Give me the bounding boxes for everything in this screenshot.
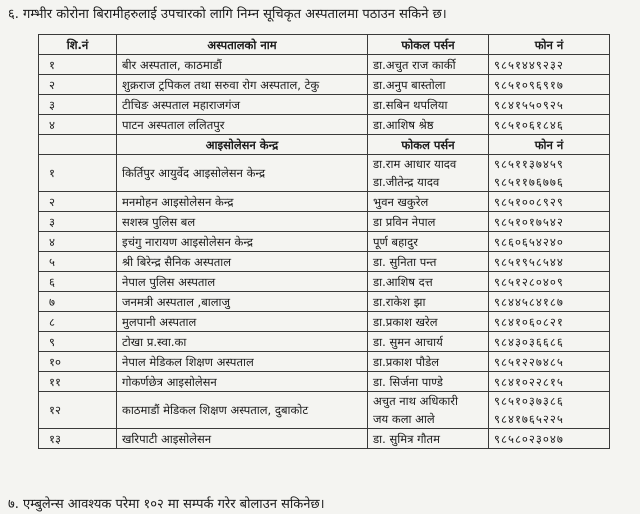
focal-person: डा.आशिष श्रेष्ठ (368, 115, 489, 135)
focal-person-name: डा. सुनिता पन्त (373, 254, 437, 269)
hospital-table (38, 34, 610, 449)
table-row (39, 372, 610, 392)
table-row (39, 232, 610, 252)
section-heading: ६. गम्भीर कोरोना बिरामीहरुलाई उपचारको लागि निम्न सूचिकृत अस्पतालमा पठाउन सकिने छ। (8, 7, 447, 22)
serial-number: १२ (39, 392, 117, 429)
serial-number: ८ (39, 312, 117, 332)
serial-number: ३ (39, 95, 117, 115)
table-row (39, 392, 610, 429)
phone-number (489, 272, 610, 292)
phone-number (489, 232, 610, 252)
table-row (39, 332, 610, 352)
table-row (39, 352, 610, 372)
ambulance-note: ७. एम्बुलेन्स आवश्यक परेमा १०२ मा सम्पर्क गरेर बोलाउन सकिनेछ। (8, 497, 325, 512)
isolation-center-name: मुलपानी अस्पताल (117, 312, 368, 332)
focal-person-name: डा प्रविन नेपाल (373, 214, 436, 229)
isolation-center-name: नेपाल मेडिकल शिक्षण अस्पताल (117, 352, 368, 372)
focal-person: डा.अचुत राज कार्की (368, 55, 489, 75)
table-header-row (39, 135, 610, 155)
isolation-center-name: श्री बिरेन्द्र सैनिक अस्पताल (117, 252, 368, 272)
isolation-center-name: मनमोहन आइसोलेसन केन्द्र (117, 192, 368, 212)
table-row (39, 192, 610, 212)
serial-number: १ (39, 55, 117, 75)
focal-person-name: डा. सुमित्र गौतम (373, 431, 440, 446)
focal-person (368, 252, 489, 272)
phone-number: ९८५१०९६९१७ (489, 75, 610, 95)
phone-number (489, 155, 610, 192)
table-row (39, 115, 610, 135)
phone-number-value: ९८५१००८९२९ (494, 194, 564, 209)
isolation-center-name: नेपाल पुलिस अस्पताल (117, 272, 368, 292)
focal-person (368, 392, 489, 429)
column-header: अस्पतालको नाम (117, 35, 368, 55)
focal-person-name: डा. सिर्जना पाण्डे (373, 374, 443, 389)
table-row (39, 95, 610, 115)
focal-person-name: डा.राकेश झा (373, 294, 426, 309)
column-header: फोकल पर्सन (368, 135, 489, 155)
table-row (39, 292, 610, 312)
hospital-name: पाटन अस्पताल ललितपुर (117, 115, 368, 135)
phone-number (489, 332, 610, 352)
phone-number-value: ९८५१०१७५४२ (494, 214, 564, 229)
table-row (39, 429, 610, 449)
phone-number: ९८५१४४९२३२ (489, 55, 610, 75)
serial-number: १ (39, 155, 117, 192)
phone-number (489, 372, 610, 392)
serial-number: ३ (39, 212, 117, 232)
serial-number: ६ (39, 272, 117, 292)
column-header: फोकल पर्सन (368, 35, 489, 55)
phone-number-value: ९८४३०३६६८६ (494, 334, 564, 349)
table-row (39, 75, 610, 95)
phone-number-value: ९८४१०६०८२१ (494, 314, 564, 329)
hospital-name: टीचिङ अस्पताल महाराजगंज (117, 95, 368, 115)
focal-person-name: भुवन खकुरेल (373, 194, 429, 209)
phone-number (489, 429, 610, 449)
phone-number (489, 352, 610, 372)
phone-number-value: ९८५८०२३०४७ (494, 431, 564, 446)
isolation-center-name: जनमत्री अस्पताल ,बालाजु (117, 292, 368, 312)
phone-number (489, 192, 610, 212)
isolation-center-name: इचंगु नारायण आइसोलेसन केन्द्र (117, 232, 368, 252)
isolation-center-name: गोकर्णछेत्र आइसोलेसन (117, 372, 368, 392)
table-header-row (39, 35, 610, 55)
focal-person (368, 212, 489, 232)
focal-person (368, 332, 489, 352)
focal-person (368, 292, 489, 312)
phone-number-value: ९८४१०२२८१५ (494, 374, 564, 389)
serial-number: ४ (39, 115, 117, 135)
isolation-center-name: काठमाडौं मेडिकल शिक्षण अस्पताल, दुबाकोट (117, 392, 368, 429)
focal-person-name: डा.प्रकाश खरेल (373, 314, 438, 329)
column-header (39, 135, 117, 155)
isolation-center-name: टोखा प्र.स्वा.का (117, 332, 368, 352)
phone-number-value: ९८५१२२७४८५ (494, 354, 564, 369)
phone-number-value: ९८६०६५४२४० (494, 234, 564, 249)
serial-number: २ (39, 75, 117, 95)
phone-number-value: ९८५१०३७३८६ (494, 394, 564, 408)
focal-person (368, 372, 489, 392)
focal-person-name: डा.प्रकाश पौडेल (373, 354, 440, 369)
serial-number: २ (39, 192, 117, 212)
serial-number: ११ (39, 372, 117, 392)
focal-person (368, 232, 489, 252)
phone-number-value: ९८५१९५८५४४ (494, 254, 564, 269)
focal-person-name: डा.जीतेन्द्र यादव (373, 175, 440, 189)
isolation-center-name: खरिपाटी आइसोलेसन (117, 429, 368, 449)
isolation-center-name: किर्तिपुर आयुर्वेद आइसोलेसन केन्द्र (117, 155, 368, 192)
hospital-name: शुक्रराज ट्रपिकल तथा सरुवा रोग अस्पताल, टेकु (117, 75, 368, 95)
column-header: फोन नं (489, 35, 610, 55)
focal-person-name: पूर्ण बहादुर (373, 234, 418, 249)
phone-number-value: ९८४१७६५२२५ (494, 412, 564, 426)
phone-number (489, 392, 610, 429)
table-row (39, 252, 610, 272)
phone-number-value: ९८५११३७४५९ (494, 157, 564, 171)
serial-number: १० (39, 352, 117, 372)
phone-number-value: ९८५११७६७७६ (494, 175, 564, 189)
focal-person-name: जय कला आले (373, 412, 435, 426)
serial-number: ९ (39, 332, 117, 352)
focal-person-name: अचुत नाथ अधिकारी (373, 394, 458, 408)
focal-person (368, 272, 489, 292)
phone-number-value: ९८४४५८४१८७ (494, 294, 564, 309)
serial-number: ७ (39, 292, 117, 312)
phone-number: ९८४१५५०९२५ (489, 95, 610, 115)
isolation-center-name: सशस्त्र पुलिस बल (117, 212, 368, 232)
focal-person (368, 192, 489, 212)
focal-person: डा.अनुप बास्तोला (368, 75, 489, 95)
focal-person: डा.सबिन थपलिया (368, 95, 489, 115)
phone-number: ९८५१०६१८४६ (489, 115, 610, 135)
serial-number: ४ (39, 232, 117, 252)
serial-number: १३ (39, 429, 117, 449)
column-header: फोन नं (489, 135, 610, 155)
phone-number (489, 292, 610, 312)
focal-person-name: डा.आशिष दत्त (373, 274, 433, 289)
column-header: आइसोलेसन केन्द्र (117, 135, 368, 155)
phone-number (489, 212, 610, 232)
table-row (39, 312, 610, 332)
table-row (39, 272, 610, 292)
focal-person (368, 429, 489, 449)
hospital-name: बीर अस्पताल, काठमाडौं (117, 55, 368, 75)
focal-person-name: डा. सुमन आचार्य (373, 334, 443, 349)
column-header: शि.नं (39, 35, 117, 55)
focal-person (368, 312, 489, 332)
phone-number-value: ९८५१२८०४०९ (494, 274, 564, 289)
phone-number (489, 312, 610, 332)
phone-number (489, 252, 610, 272)
serial-number: ५ (39, 252, 117, 272)
table-row (39, 212, 610, 232)
table-row (39, 155, 610, 192)
focal-person-name: डा.राम आधार यादव (373, 157, 457, 171)
focal-person (368, 352, 489, 372)
focal-person (368, 155, 489, 192)
table-row (39, 55, 610, 75)
